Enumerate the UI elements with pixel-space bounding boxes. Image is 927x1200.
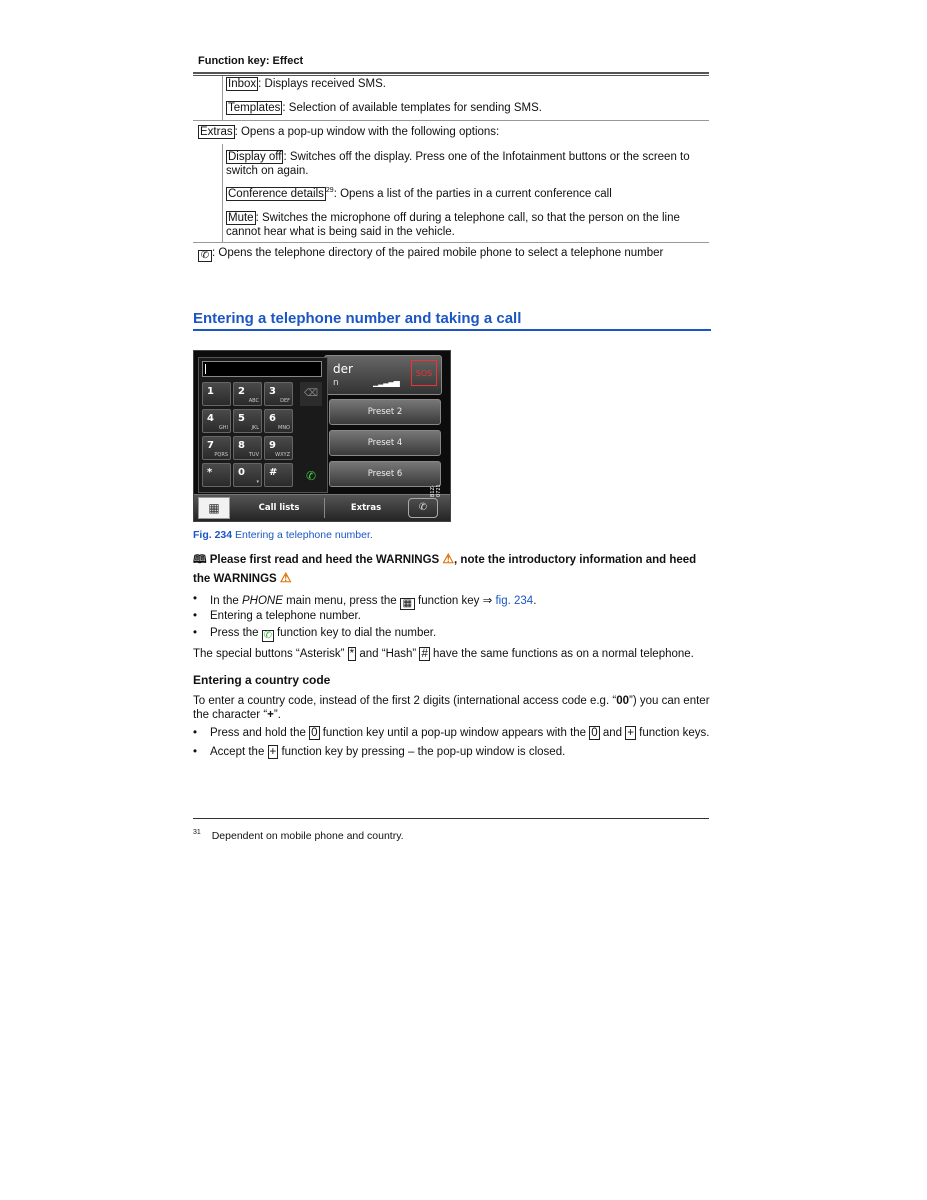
keypad-letters: DEF [280, 398, 290, 404]
phone-directory-icon: ✆ [198, 250, 212, 262]
special-buttons-text: The special buttons “Asterisk” * and “Hash” # have the same functions as on a normal telephone. [193, 648, 694, 660]
extras-key: Extras [200, 126, 233, 138]
table-row: Extras : Opens a pop-up window with the following options: [200, 126, 500, 138]
keypad-digit: 2 [238, 386, 245, 397]
step-item: Press the ✆ function key to dial the number. [210, 627, 437, 641]
keypad-key[interactable] [233, 436, 262, 460]
table-top-rule [193, 72, 709, 74]
keypad-letters: ▾ [256, 479, 259, 485]
call-lists-button[interactable]: Call lists [258, 503, 300, 513]
figure-code: B1Z-0721 [430, 484, 442, 497]
keypad-digit: 7 [207, 440, 214, 451]
section-title: Entering a telephone number and taking a call [193, 310, 522, 327]
step-item: Accept the + function key by pressing – the pop-up window is closed. [210, 746, 566, 758]
keypad-digit: 4 [207, 413, 214, 424]
phone-directory-button[interactable]: ✆ [408, 498, 438, 518]
keypad-letters: WXYZ [275, 452, 290, 458]
keypad-key[interactable] [202, 409, 231, 433]
table-header: Function key: Effect [198, 55, 304, 67]
sos-button[interactable]: SOS [411, 360, 437, 386]
keypad-letters: PQRS [214, 452, 228, 458]
table-row: Inbox : Displays received SMS. [228, 78, 386, 90]
table-row: Conference details $^{29}$: Opens a list of the parties in a current conference call [228, 187, 612, 200]
asterisk-key: * [349, 648, 355, 660]
preset-6-button[interactable]: Preset 6 [329, 461, 441, 487]
keypad-key-icon: ▦ [400, 598, 415, 610]
keypad-digit: 9 [269, 440, 276, 451]
preset-4-button[interactable]: Preset 4 [329, 430, 441, 456]
keypad-letters: TUV [248, 452, 259, 458]
zero-key: 0 [591, 727, 598, 739]
keypad-digit: 5 [238, 413, 245, 424]
figure-caption: Fig. 234 Entering a telephone number. [193, 529, 373, 541]
display-off-key: Display off [228, 151, 282, 163]
warning-note: 🕮 Please first read and heed the WARNINGS ⚠, note the introductory information and heed the WARNINGS ⚠ [193, 551, 697, 585]
subheading: Entering a country code [193, 673, 331, 687]
keypad-function-key[interactable]: ▦ [198, 497, 230, 519]
preset-2-button[interactable]: Preset 2 [329, 399, 441, 425]
conference-details-key: Conference details [228, 187, 324, 200]
keypad-letters: JKL [251, 425, 259, 431]
step-item: In the PHONE main menu, press the ▦ function key ⇒ fig. 234. [210, 595, 537, 609]
mute-key: Mute [228, 212, 254, 224]
bottom-bar [194, 484, 450, 522]
inbox-key: Inbox [228, 78, 257, 90]
number-input[interactable] [202, 361, 322, 377]
keypad-key[interactable] [264, 436, 293, 460]
book-icon: 🕮 [193, 554, 207, 566]
dial-key-icon: ✆ [263, 630, 272, 641]
footnote-rule [193, 818, 709, 819]
zero-key: 0 [311, 727, 318, 739]
table-row: ✆ : Opens the telephone directory of the paired mobile phone to select a telephone number [198, 247, 663, 262]
signal-icon: ▁▂▃▄▅ [373, 378, 399, 387]
keypad-digit: 0 [238, 467, 245, 478]
warning-icon: ⚠ [279, 570, 292, 585]
backspace-icon[interactable]: ⌫ [300, 382, 322, 406]
keypad-key[interactable] [233, 409, 262, 433]
keypad-key[interactable] [233, 382, 262, 406]
warning-icon: ⚠ [442, 551, 455, 566]
keypad-digit: 3 [269, 386, 276, 397]
country-code-paragraph: To enter a country code, instead of the first 2 digits (international access code e.g. “00”) you can enter the character “+”. [193, 695, 710, 721]
table-row: Display off : Switches off the display. Press one of the Infotainment buttons or the screen to switch on again. [226, 151, 690, 177]
table-row: Templates : Selection of available templates for sending SMS. [228, 102, 542, 114]
keypad-key[interactable] [264, 463, 293, 487]
keypad-key[interactable] [233, 463, 262, 487]
keypad-letters: GHI [218, 425, 228, 431]
table-row: Mute : Switches the microphone off during a telephone call, so that the person on the line cannot hear what is being said in the vehicle. [226, 212, 680, 238]
keypad-digit: 1 [207, 386, 214, 397]
keypad-key[interactable] [202, 436, 231, 460]
call-header: der n ▁▂▃▄▅ SOS [324, 355, 442, 395]
dial-button[interactable]: ✆ [305, 469, 317, 483]
keypad-letters: ABC [248, 398, 259, 404]
figure-link[interactable]: fig. 234 [495, 595, 534, 607]
plus-key: + [269, 746, 277, 758]
keypad-digit: * [207, 467, 213, 478]
table-indent-line [222, 76, 223, 120]
keypad-key[interactable] [264, 382, 293, 406]
keypad-digit: 6 [269, 413, 276, 424]
hash-key: # [421, 648, 428, 660]
keypad-key[interactable] [202, 463, 231, 487]
step-item: Press and hold the 0 function key until a pop-up window appears with the 0 and + function keys. [210, 727, 710, 739]
keypad-digit: # [269, 467, 278, 478]
footnote: $^{31}$ Dependent on mobile phone and country. [193, 829, 404, 842]
keypad-key[interactable] [202, 382, 231, 406]
templates-key: Templates [228, 102, 281, 114]
keypad-key[interactable] [264, 409, 293, 433]
extras-button[interactable]: Extras [350, 503, 382, 513]
plus-key: + [627, 727, 634, 739]
keypad-digit: 8 [238, 440, 245, 451]
keypad-letters: MNO [278, 425, 290, 431]
phone-keypad-screen [193, 350, 451, 522]
step-item: Entering a telephone number. [210, 610, 361, 622]
